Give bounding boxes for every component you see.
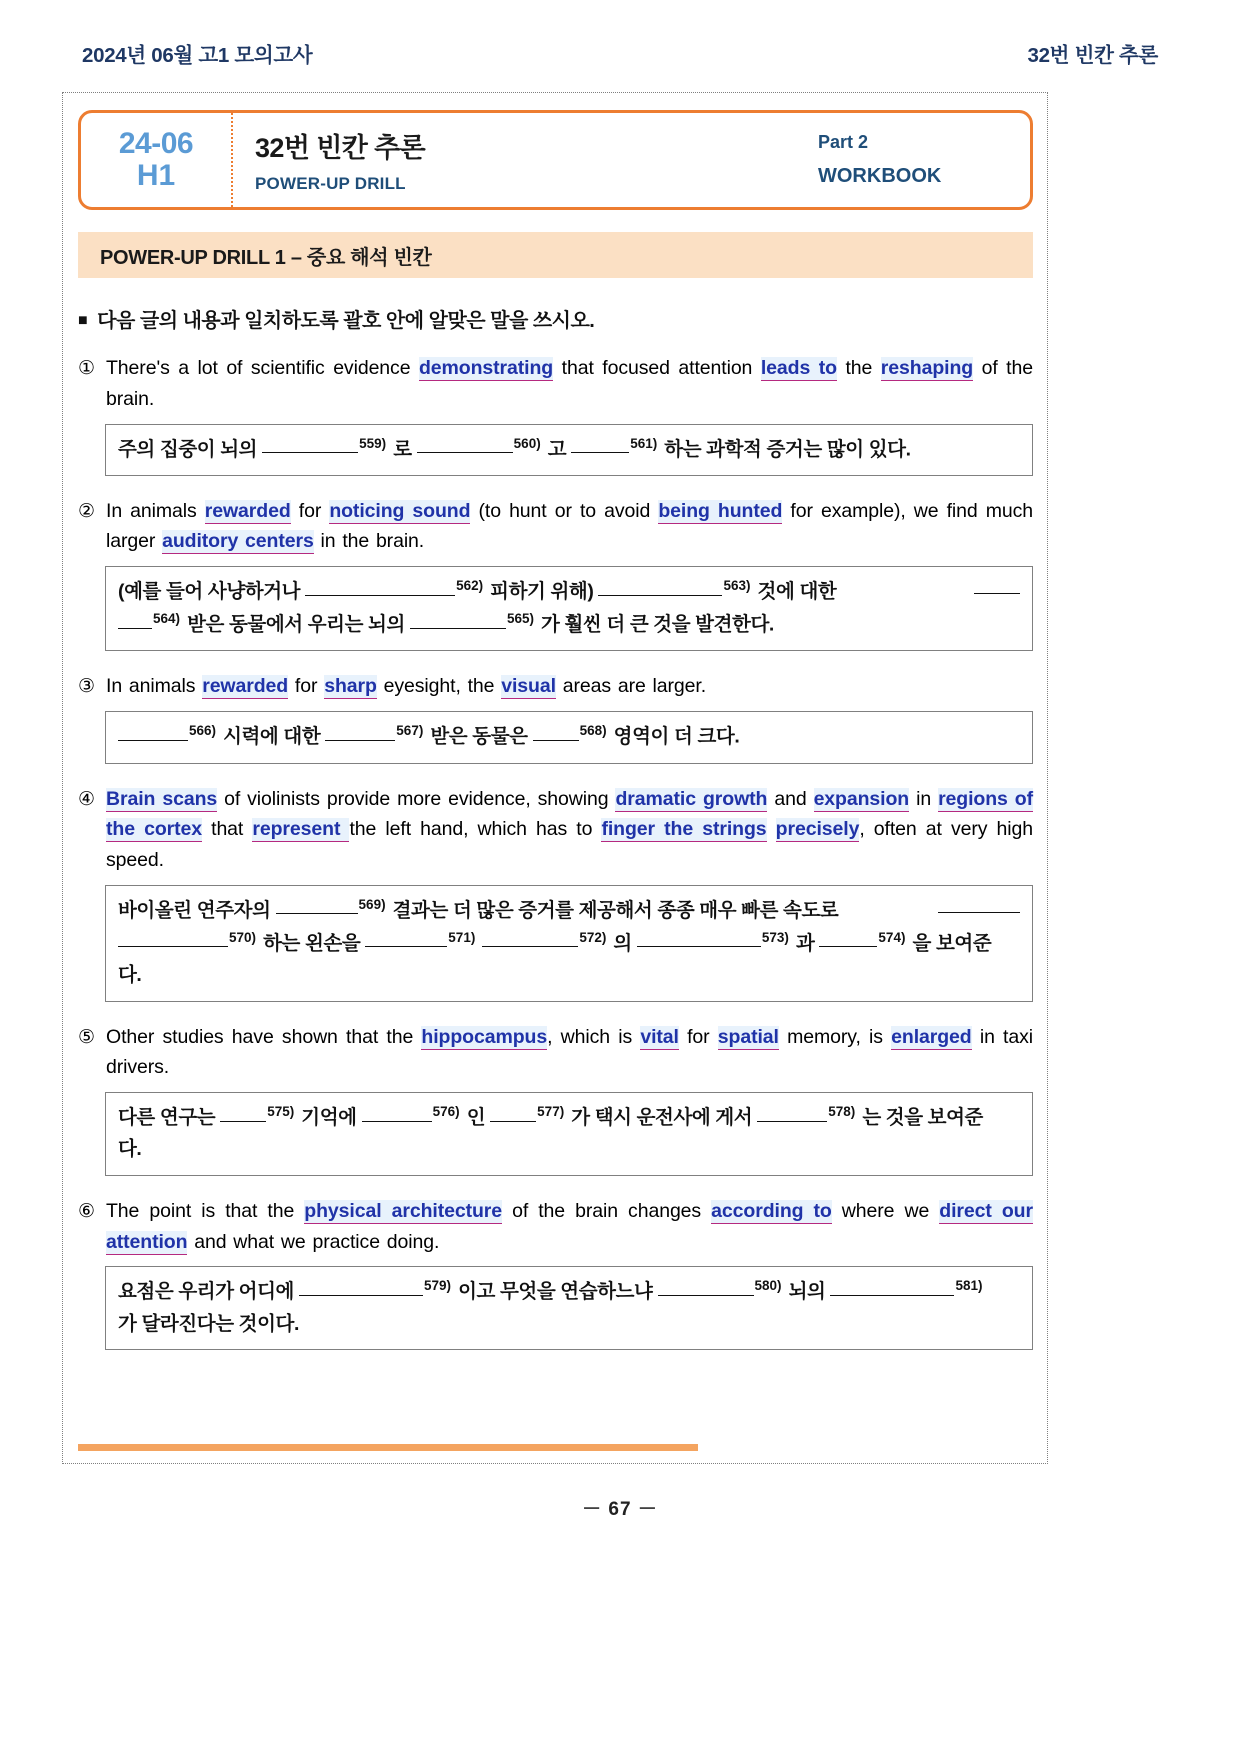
blank-number-563: 563) <box>723 578 751 594</box>
keyword-sharp: sharp <box>324 675 377 698</box>
korean-fragment: 이고 무엇을 연습하느냐 <box>458 1280 653 1303</box>
keyword-rewarded: rewarded <box>202 675 289 698</box>
item-number-2: ② <box>78 500 96 522</box>
answer-line <box>118 1101 1020 1134</box>
blank-number-562: 562) <box>456 578 484 594</box>
blank-577[interactable] <box>490 1121 536 1122</box>
text-fragment: There's a lot of scientific evidence <box>106 357 419 379</box>
english-sentence-2 <box>78 496 1033 558</box>
keyword-according-to: according to <box>711 1199 832 1222</box>
korean-fragment: 결과는 더 많은 증거를 제공해서 종종 매우 빠른 속도로 <box>392 899 839 922</box>
keyword-being-hunted: being hunted <box>658 499 783 522</box>
text-fragment: memory, is <box>778 1025 892 1048</box>
drill-item-2 <box>78 496 1033 652</box>
keyword-regions-of-the-cortex: regions of the cortex <box>106 787 1033 841</box>
lesson-header-box <box>78 110 1033 210</box>
keyword-hippocampus: hippocampus <box>421 1025 548 1048</box>
blank-number-580: 580) <box>754 1278 782 1294</box>
item-number-1: ① <box>78 358 96 379</box>
korean-fragment: 시력에 대한 <box>223 725 321 748</box>
english-text-6 <box>106 1196 1033 1258</box>
keyword-precisely: precisely <box>775 818 860 841</box>
item-number-4: ④ <box>78 788 96 810</box>
answer-box-2[interactable] <box>105 566 1033 651</box>
text-fragment: in taxi drivers. <box>106 1025 1034 1079</box>
instruction-line <box>78 304 1033 333</box>
korean-fragment: 받은 동물은 <box>430 725 528 748</box>
lesson-subtitle: POWER-UP DRILL <box>255 174 406 193</box>
part-label: Part 2 <box>818 132 869 152</box>
blank-576[interactable] <box>362 1121 432 1122</box>
answer-line <box>118 608 1020 641</box>
drill-section-bar <box>78 232 1033 278</box>
korean-fragment: 가 훨씬 더 큰 것을 발견한다. <box>541 613 774 636</box>
text-fragment: for example), we find much larger <box>106 499 1034 553</box>
english-text-3 <box>106 671 1033 702</box>
answer-line <box>118 1275 1020 1308</box>
drill-item-5 <box>78 1022 1033 1176</box>
korean-fragment: (예를 들어 사냥하거나 <box>118 580 301 603</box>
lesson-code-line2: H1 <box>136 159 176 192</box>
item-number-6: ⑥ <box>78 1200 96 1222</box>
bottom-accent-rule <box>78 1444 698 1451</box>
blank-570-lead[interactable] <box>938 912 1020 913</box>
drill-item-1 <box>78 353 1033 476</box>
text-fragment: the <box>836 357 881 379</box>
text-fragment: Other studies have shown that the <box>106 1025 422 1048</box>
answer-line <box>118 720 1020 753</box>
keyword-auditory-centers: auditory centers <box>162 530 314 553</box>
running-head-left: 2024년 06월 고1 모의고사 <box>82 44 313 67</box>
english-text-4 <box>106 784 1033 876</box>
answer-box-6[interactable] <box>105 1266 1033 1350</box>
keyword-enlarged: enlarged <box>891 1025 972 1048</box>
drill-section-label: POWER-UP DRILL 1 – 중요 해석 빈칸 <box>100 246 432 269</box>
keyword-rewarded: rewarded <box>204 499 291 522</box>
blank-number-564: 564) <box>153 611 181 627</box>
korean-fragment: 고 <box>547 438 567 461</box>
korean-fragment: 는 것을 보여준 <box>862 1106 983 1129</box>
korean-fragment: 영역이 더 크다. <box>613 725 740 748</box>
blank-570[interactable] <box>118 946 228 947</box>
blank-561[interactable] <box>571 452 629 453</box>
running-head-right: 32번 빈칸 추론 <box>1027 44 1158 67</box>
text-fragment: The point is that the <box>106 1199 305 1222</box>
english-text-5 <box>106 1022 1033 1084</box>
blank-number-573: 573) <box>761 929 789 945</box>
blank-580[interactable] <box>658 1295 754 1296</box>
text-fragment: where we <box>831 1199 940 1222</box>
instruction-text: 다음 글의 내용과 일치하도록 괄호 안에 알맞은 말을 쓰시오. <box>97 310 595 332</box>
blank-number-569: 569) <box>358 896 386 912</box>
blank-number-566: 566) <box>189 723 217 739</box>
workbook-label: WORKBOOK <box>818 165 942 187</box>
korean-fragment: 요점은 우리가 어디에 <box>118 1280 294 1303</box>
blank-565[interactable] <box>410 628 506 629</box>
blank-number-579: 579) <box>424 1278 452 1294</box>
blank-number-576: 576) <box>432 1104 460 1120</box>
korean-fragment: 것에 대한 <box>757 580 837 603</box>
korean-fragment: 로 <box>393 438 412 461</box>
blank-569[interactable] <box>276 913 358 914</box>
korean-fragment: 다. <box>118 964 142 987</box>
keyword-leads-to: leads to <box>760 357 837 379</box>
keyword-represent: represent <box>252 818 350 841</box>
answer-line <box>118 960 1020 992</box>
korean-fragment: 하는 왼손을 <box>263 932 361 955</box>
text-fragment: (to hunt or to avoid <box>470 499 659 522</box>
blank-number-574: 574) <box>878 929 906 945</box>
english-sentence-4 <box>78 784 1033 876</box>
blank-560[interactable] <box>417 452 513 453</box>
blank-578[interactable] <box>757 1121 827 1122</box>
item-number-5: ⑤ <box>78 1026 96 1048</box>
blank-number-571: 571) <box>448 929 476 945</box>
keyword-demonstrating: demonstrating <box>418 357 554 379</box>
korean-fragment: 뇌의 <box>788 1280 826 1303</box>
korean-fragment: 하는 과학적 증거는 많이 있다. <box>664 438 911 461</box>
text-fragment: for <box>290 499 330 522</box>
text-fragment: of violinists provide more evidence, showing <box>217 787 616 810</box>
answer-line <box>118 894 1020 927</box>
blank-574[interactable] <box>819 946 877 947</box>
text-fragment: and <box>767 787 814 810</box>
text-fragment: , which is <box>547 1025 641 1048</box>
korean-fragment: 인 <box>466 1106 486 1129</box>
korean-fragment: 다른 연구는 <box>118 1106 216 1129</box>
answer-line <box>118 1309 1020 1341</box>
page-number: － 67 － <box>582 1499 658 1520</box>
text-fragment: in <box>909 787 939 810</box>
keyword-physical-architecture: physical architecture <box>304 1199 503 1222</box>
korean-fragment: 을 보여준 <box>912 932 992 955</box>
korean-fragment: 과 <box>795 932 815 955</box>
blank-number-570: 570) <box>229 929 257 945</box>
blank-number-575: 575) <box>267 1104 295 1120</box>
keyword-finger-the-strings: finger the strings <box>601 818 767 841</box>
text-fragment: of the brain changes <box>502 1199 712 1222</box>
blank-number-560: 560) <box>513 435 541 451</box>
text-fragment: that <box>202 818 253 841</box>
blank-559[interactable] <box>262 452 358 453</box>
blank-579[interactable] <box>299 1295 423 1296</box>
drill-item-3 <box>78 671 1033 763</box>
keyword-spatial: spatial <box>717 1025 779 1048</box>
keyword-reshaping: reshaping <box>880 357 974 379</box>
lesson-title: 32번 빈칸 추론 <box>255 133 426 163</box>
english-sentence-1 <box>78 353 1033 415</box>
answer-line <box>118 575 1020 608</box>
answer-line <box>118 433 1020 466</box>
blank-572[interactable] <box>482 946 578 947</box>
text-fragment: , often at very high speed. <box>106 818 1033 872</box>
english-sentence-6 <box>78 1196 1033 1258</box>
lesson-part-info <box>800 113 1030 207</box>
text-fragment: In animals <box>106 675 203 698</box>
keyword-expansion: expansion <box>813 787 910 810</box>
korean-fragment: 의 <box>613 932 632 955</box>
blank-567[interactable] <box>325 740 395 741</box>
blank-number-565: 565) <box>506 611 534 627</box>
drill-item-6 <box>78 1196 1033 1350</box>
text-fragment: and what we practice doing. <box>187 1230 440 1253</box>
text-fragment: for <box>288 675 325 698</box>
text-fragment: for <box>678 1025 718 1048</box>
korean-fragment: 기억에 <box>301 1106 357 1129</box>
blank-563[interactable] <box>598 595 722 596</box>
blank-573[interactable] <box>637 946 761 947</box>
keyword-vital: vital <box>640 1025 679 1048</box>
korean-fragment: 바이올린 연주자의 <box>118 899 271 922</box>
page-footer <box>0 1494 1240 1521</box>
korean-fragment: 가 택시 운전사에 게서 <box>571 1106 753 1129</box>
blank-575[interactable] <box>220 1121 266 1122</box>
text-fragment <box>767 818 776 840</box>
lesson-heading <box>233 113 800 207</box>
text-fragment: of the brain. <box>106 357 1033 410</box>
korean-fragment: 다. <box>118 1138 142 1161</box>
lesson-code-line1: 24-06 <box>118 127 194 161</box>
korean-fragment: 받은 동물에서 우리는 뇌의 <box>187 613 405 636</box>
drill-item-4 <box>78 784 1033 1002</box>
blank-566[interactable] <box>118 740 188 741</box>
keyword-dramatic-growth: dramatic growth <box>615 787 768 810</box>
blank-number-559: 559) <box>359 435 387 451</box>
blank-number-581: 581) <box>955 1278 983 1294</box>
running-head <box>82 38 1158 68</box>
text-fragment: in the brain. <box>313 530 425 553</box>
english-text-2 <box>106 496 1033 558</box>
text-fragment: that focused attention <box>553 357 761 379</box>
korean-fragment: 가 달라진다는 것이다. <box>118 1312 299 1335</box>
english-sentence-5 <box>78 1022 1033 1084</box>
blank-564[interactable] <box>118 628 152 629</box>
korean-fragment: 피하기 위해) <box>490 580 594 603</box>
text-fragment: eyesight, the <box>376 675 502 698</box>
page-content <box>78 92 1033 1350</box>
blank-number-577: 577) <box>537 1104 565 1120</box>
blank-568[interactable] <box>533 740 579 741</box>
keyword-noticing-sound: noticing sound <box>329 499 471 522</box>
text-fragment: In animals <box>106 499 205 522</box>
answer-line <box>118 1134 1020 1166</box>
lesson-code <box>81 113 233 207</box>
answer-box-3[interactable] <box>105 711 1033 763</box>
blank-number-567: 567) <box>396 723 424 739</box>
blank-number-572: 572) <box>579 929 607 945</box>
answer-box-5[interactable] <box>105 1092 1033 1176</box>
english-text-1 <box>106 353 1033 415</box>
blank-number-578: 578) <box>828 1104 856 1120</box>
item-number-3: ③ <box>78 676 96 698</box>
keyword-brain-scans: Brain scans <box>106 787 218 810</box>
blank-581[interactable] <box>830 1295 954 1296</box>
answer-line <box>118 927 1020 960</box>
blank-571[interactable] <box>365 946 447 947</box>
english-sentence-3 <box>78 671 1033 702</box>
blank-number-561: 561) <box>630 435 658 451</box>
blank-number-568: 568) <box>579 723 607 739</box>
blank-562[interactable] <box>305 595 455 596</box>
text-fragment: areas are larger. <box>555 675 707 698</box>
keyword-direct-our-attention: direct our attention <box>106 1199 1033 1253</box>
blank-564-lead[interactable] <box>974 593 1020 594</box>
korean-fragment: 주의 집중이 뇌의 <box>118 438 258 461</box>
answer-box-1[interactable] <box>105 424 1033 476</box>
square-bullet-icon: ■ <box>78 312 88 329</box>
answer-box-4[interactable] <box>105 885 1033 1002</box>
text-fragment: the left hand, which has to <box>349 818 602 841</box>
keyword-visual: visual <box>501 675 556 698</box>
